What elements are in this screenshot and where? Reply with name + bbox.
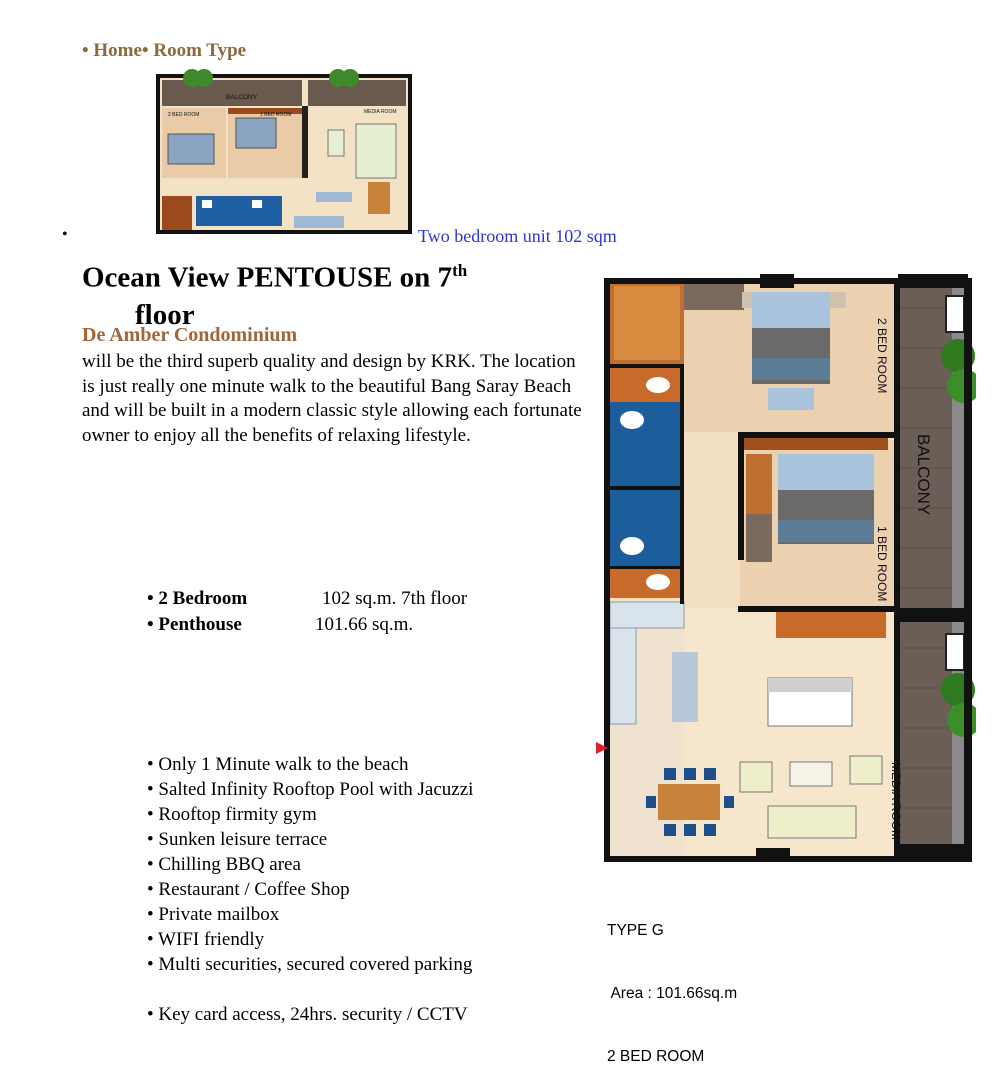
list-bullet: •: [62, 226, 68, 243]
condominium-name: De Amber Condominium: [82, 324, 298, 346]
toilet-icon: [620, 537, 644, 555]
breadcrumb: [82, 40, 246, 62]
thumb-media-label: MEDIA ROOM: [364, 109, 397, 115]
floorplan-image[interactable]: [592, 268, 976, 868]
title-line-2: floor: [135, 298, 195, 331]
thumbnail-floorplan-image[interactable]: [156, 66, 414, 236]
description-paragraph: will be the third superb quality and design by KRK. The location is just really one minute walk to the beautiful Bang Saray Beach and will be built in a modern classic style allowing each fortunate owner to enjoy all the benefits of relaxing lifestyle.: [82, 351, 582, 446]
page-title: [82, 252, 552, 334]
list-item: • Private mailbox: [147, 904, 280, 925]
plan-type: TYPE G: [607, 922, 664, 939]
breadcrumb-home-link[interactable]: • Home: [82, 40, 142, 61]
plan-area: Area : 101.66sq.m: [607, 985, 738, 1002]
title-superscript: th: [452, 261, 468, 280]
list-item: • Multi securities, secured covered parking: [147, 954, 473, 975]
breadcrumb-room-type-link[interactable]: • Room Type: [141, 40, 247, 61]
floorplan-caption: [607, 878, 737, 1088]
list-item: • WIFI friendly: [147, 929, 265, 950]
toilet-icon: [620, 411, 644, 429]
plan-bed2-label: 2 BED ROOM: [875, 318, 889, 394]
plan-bed1-label: 1 BED ROOM: [875, 526, 889, 602]
spec-label: • 2 Bedroom: [147, 588, 248, 609]
list-item: • Chilling BBQ area: [147, 854, 301, 875]
thumb-bed1-label: 1 BED ROOM: [260, 112, 292, 118]
spec-label: • Penthouse: [147, 614, 242, 635]
list-item: • Sunken leisure terrace: [147, 829, 328, 850]
spec-row-penthouse: [147, 614, 413, 636]
spec-row-bedroom: [147, 588, 467, 610]
plan-balcony-label: BALCONY: [914, 434, 933, 516]
thumb-balcony-label: BALCONY: [226, 94, 258, 101]
spec-value: 101.66 sq.m.: [315, 614, 414, 635]
plan-rooms: 2 BED ROOM: [607, 1048, 705, 1065]
spec-value: 102 sq.m. 7th floor: [322, 588, 468, 609]
plan-media-label: MEDIA ROOM: [889, 762, 903, 841]
list-item: • Key card access, 24hrs. security / CCTV: [147, 1004, 468, 1025]
title-line-1: Ocean View PENTOUSE on 7: [82, 261, 453, 294]
list-item: • Restaurant / Coffee Shop: [147, 879, 350, 900]
thumb-bed2-label: 2 BED ROOM: [168, 112, 200, 118]
features-list: [147, 752, 473, 1027]
list-item: • Rooftop firmity gym: [147, 804, 317, 825]
list-item: • Only 1 Minute walk to the beach: [147, 754, 409, 775]
list-item: • Salted Infinity Rooftop Pool with Jacuzzi: [147, 779, 474, 800]
unit-caption-link[interactable]: Two bedroom unit 102 sqm: [418, 226, 617, 246]
list-item: [147, 977, 473, 1002]
